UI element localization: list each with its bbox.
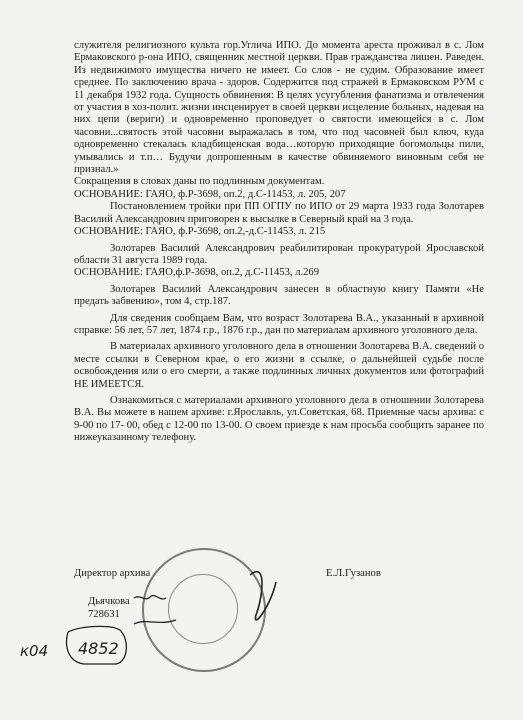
director-title: Директор архива xyxy=(74,568,151,579)
director-name: Е.Л.Гузанов xyxy=(326,568,381,579)
abbreviation-note: Сокращения в словах даны по подлинным документам. xyxy=(74,176,325,188)
no-records-paragraph: В материалах архивного уголовного дела в отношении Золотарева В.А. сведений о месте ссылки в Северном крае, о его жизни в ссылке, о дальнейшей судьбе после освобождения или о его смерти, а также подлинных личных документов или фотографий НЕ ИМЕЕТСЯ. xyxy=(74,341,485,390)
age-note-paragraph: Для сведения сообщаем Вам, что возраст Золотарева В.А., указанный в архивной справке: 56 лет, 57 лет, 1874 г.р., 1876 г.р., дан по материалам архивного уголовного дела. xyxy=(74,312,484,336)
basis-reference-1: ОСНОВАНИЕ: ГАЯО, ф.Р-3698, оп.2, д.С-11453, л. 205, 207 xyxy=(74,188,346,200)
sentence-paragraph: Постановлением тройки при ПП ОГПУ по ИПО от 29 марта 1933 года Золотарев Василий Александрович приговорен к высылке в Северный край на 3 года. xyxy=(74,201,484,225)
clerk-signature xyxy=(134,596,176,624)
clerk-name: Дьячкова xyxy=(88,596,130,607)
director-signature xyxy=(250,572,276,620)
basis-reference-3: ОСНОВАНИЕ: ГАЯО,ф.Р-3698, оп.2, д.С-11453, л.269 xyxy=(74,267,320,279)
clerk-phone: 728631 xyxy=(88,609,120,620)
rehabilitation-paragraph: Золотарев Василий Александрович реабилитирован прокуратурой Ярославской области 31 августа 1989 года. xyxy=(74,242,484,266)
visit-info-paragraph: Ознакомиться с материалами архивного уголовного дела в отношении Золотарева В.А. Вы можете в нашем архиве: г.Ярославль, ул.Советская, 68. Приемные часы архива: с 9-00 по 17- 00, обед с 12-00 по 13-00. О своем приезде к нам просьба сообщить заранее по нижеуказанному телефону. xyxy=(74,394,484,444)
basis-reference-2: ОСНОВАНИЕ: ГАЯО, ф.Р-3698, оп.2,-д.С-11453, л. 215 xyxy=(74,226,326,238)
note-number: 4852 xyxy=(78,639,119,658)
memory-book-paragraph: Золотарев Василий Александрович занесен в областную книгу Памяти «Не предать забвению», том 4, стр.187. xyxy=(74,283,484,308)
case-quote-paragraph: служителя религиозного культа гор.Углича ИПО. До момента ареста проживал в с. Лом Ермаковского р-она ИПО, священник местной церкви. Прав гражданства лишен. Раведен. Из недвижимого имущества ничего не имеет. Со слов - не судим. Образование имеет среднее. По заключению врача - здоров. Содержится под стражей в Ермаковском РУМ с 11 декабря 1932 года. Сущность обвинения: В целях усугубления фанатизма и отвлечения от участия в хоз-полит. жизни инсценирует в своей церкви исцеление больных, надевая на них цепи (вериги) и одновременно проповедует о святости имеющейся в с. Лом часовни...святость этой часовни выражалась в том, что под часовней был ключ, куда одновременно стекалась кладбищенская вода…которую приходящие богомольцы пили, умывались и т.п… Будучи допрошенным в качестве обвиняемого виновным себя не признал.» xyxy=(74,40,484,176)
note-prefix: к04 xyxy=(20,642,49,660)
